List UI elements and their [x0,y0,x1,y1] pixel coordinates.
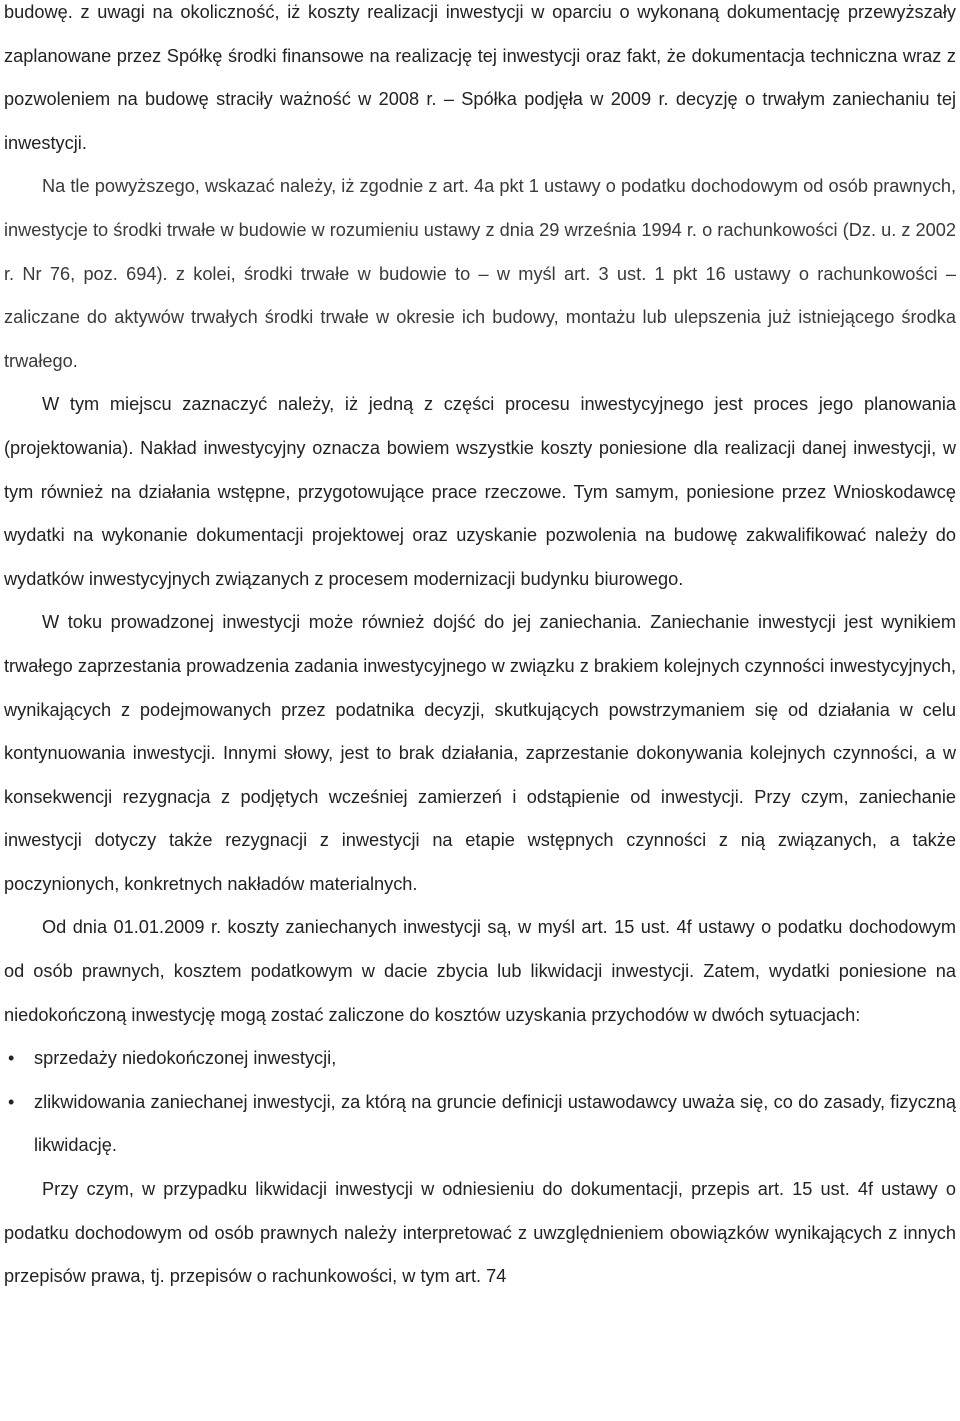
paragraph-liquidation-documentation: Przy czym, w przypadku likwidacji inwestycji w odniesieniu do dokumentacji, przepis art. 15 ust. 4f ustawy o podatku dochodowym od osób prawnych należy interpretować z uwzględnieniem obowiązków wynikających z innych przepisów prawa, tj. przepisów o rachunkowości, w tym art. 74 [4,1179,956,1287]
paragraph-tax-costs: Od dnia 01.01.2009 r. koszty zaniechanych inwestycji są, w myśl art. 15 ust. 4f ustawy o podatku dochodowym od osób prawnych, kosztem podatkowym w dacie zbycia lub likwidacji inwestycji. Zatem, wydatki poniesione na niedokończoną inwestycję mogą zostać zaliczone do kosztów uzyskania przychodów w dwóch sytuacjach: [4,917,956,1025]
list-item [0,1081,960,1168]
paragraph-abandonment: W toku prowadzonej inwestycji może również dojść do jej zaniechania. Zaniechanie inwestycji jest wynikiem trwałego zaprzestania prowadzenia zadania inwestycyjnego w związku z brakiem kolejnych czynności inwestycyjnych, wynikających z podejmowanych przez podatnika decyzji, skutkujących powstrzymaniem się od działania w celu kontynuowania inwestycji. Innymi słowy, jest to brak działania, zaprzestanie dokonywania kolejnych czynności, a w konsekwencji rezygnacja z podjętych wcześniej zamierzeń i odstąpienie od inwestycji. Przy czym, zaniechanie inwestycji dotyczy także rezygnacji z inwestycji na etapie wstępnych czynności z nią związanych, a także poczynionych, konkretnych nakładów materialnych. [4,612,956,894]
bullet-list [0,1037,960,1168]
bullet-icon: • [8,1048,15,1069]
paragraph-continuation: budowę. z uwagi na okoliczność, iż koszty realizacji inwestycji w oparciu o wykonaną dokumentację przewyższały zaplanowane przez Spółkę środki finansowe na realizację tej inwestycji oraz fakt, że dokumentacja techniczna wraz z pozwoleniem na budowę straciły ważność w 2008 r. – Spółka podjęła w 2009 r. decyzję o trwałym zaniechaniu tej inwestycji. [4,2,956,153]
list-item [0,1037,960,1081]
paragraph-legal-definition: Na tle powyższego, wskazać należy, iż zgodnie z art. 4a pkt 1 ustawy o podatku dochodowym od osób prawnych, inwestycje to środki trwałe w budowie w rozumieniu ustawy z dnia 29 września 1994 r. o rachunkowości (Dz. u. z 2002 r. Nr 76, poz. 694). z kolei, środki trwałe w budowie to – w myśl art. 3 ust. 1 pkt 16 ustawy o rachunkowości – zaliczane do aktywów trwałych środki trwałe w okresie ich budowy, montażu lub ulepszenia już istniejącego środka trwałego. [4,176,956,371]
list-item-text: zlikwidowania zaniechanej inwestycji, za którą na gruncie definicji ustawodawcy uważa się, co do zasady, fizyczną likwidację. [34,1091,956,1156]
list-item-text: sprzedaży niedokończonej inwestycji, [34,1048,337,1069]
paragraph-investment-process: W tym miejscu zaznaczyć należy, iż jedną z części procesu inwestycyjnego jest proces jego planowania (projektowania). Nakład inwestycyjny oznacza bowiem wszystkie koszty poniesione dla realizacji danej inwestycji, w tym również na działania wstępne, przygotowujące prace rzeczowe. Tym samym, poniesione przez Wnioskodawcę wydatki na wykonanie dokumentacji projektowej oraz uzyskanie pozwolenia na budowę zakwalifikować należy do wydatków inwestycyjnych związanych z procesem modernizacji budynku biurowego. [4,394,956,589]
bullet-icon: • [8,1091,15,1112]
